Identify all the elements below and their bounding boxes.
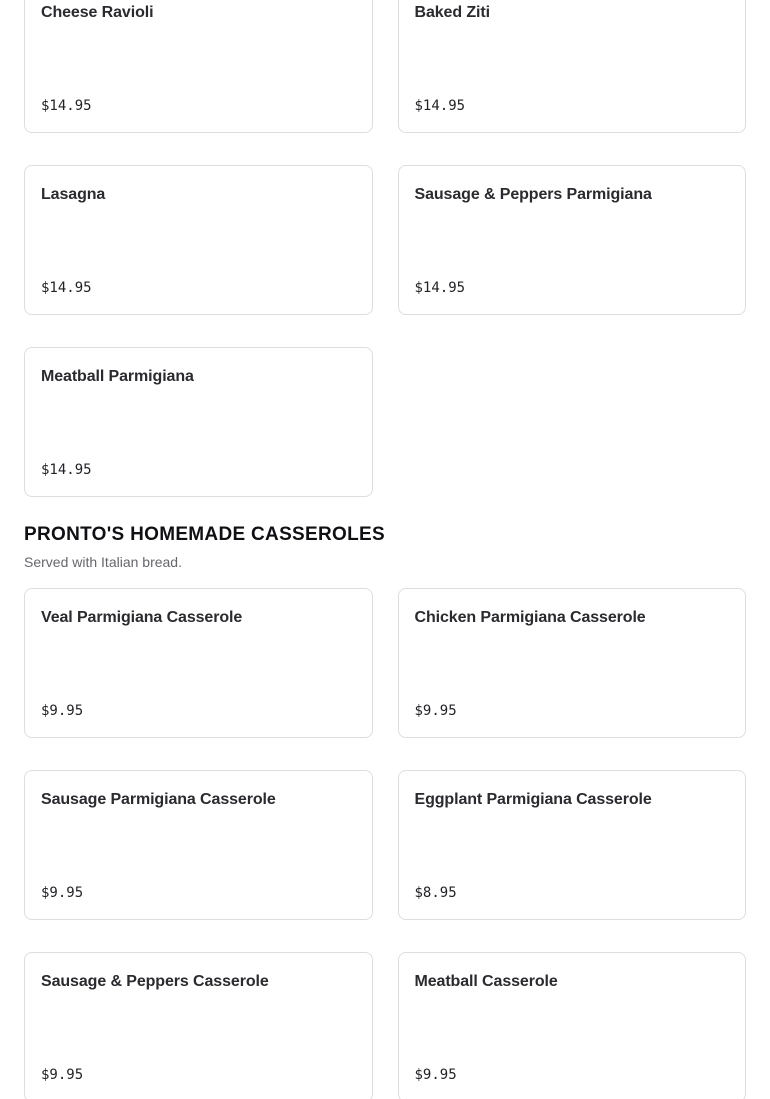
menu-item-name: Veal Parmigiana Casserole — [41, 609, 243, 626]
menu-item-name: Lasagna — [41, 186, 106, 203]
menu-item-price: $14.95 — [414, 98, 466, 114]
menu-item-card-veal-parmigiana-casserole[interactable] — [24, 588, 373, 738]
menu-item-name: Sausage & Peppers Casserole — [41, 973, 269, 990]
menu-item-price: $9.95 — [414, 703, 457, 719]
menu-item-card-cheese-ravioli[interactable] — [24, 0, 373, 133]
menu-item-price: $14.95 — [41, 462, 92, 478]
menu-item-price: $8.95 — [414, 885, 457, 901]
menu-grid-casseroles — [24, 588, 746, 1099]
menu-item-card-meatball-casserole[interactable] — [398, 952, 747, 1099]
menu-section-entrees — [24, 0, 746, 497]
menu-item-card-eggplant-parmigiana-casserole[interactable] — [398, 770, 747, 920]
menu-section-casseroles — [24, 524, 746, 1099]
menu-item-card-lasagna[interactable] — [24, 165, 373, 315]
menu-item-price: $9.95 — [414, 1067, 457, 1083]
menu-item-name: Chicken Parmigiana Casserole — [414, 609, 646, 626]
menu-item-card-baked-ziti[interactable] — [398, 0, 747, 133]
menu-item-name: Meatball Parmigiana — [41, 368, 194, 385]
menu-item-card-sausage-peppers-parmigiana[interactable] — [398, 165, 747, 315]
menu-grid-entrees — [24, 0, 746, 497]
menu-item-card-meatball-parmigiana[interactable] — [24, 347, 373, 497]
menu-item-card-chicken-parmigiana-casserole[interactable] — [398, 588, 747, 738]
menu-item-card-sausage-peppers-casserole[interactable] — [24, 952, 373, 1099]
menu-item-price: $14.95 — [41, 280, 92, 296]
menu-item-card-sausage-parmigiana-casserole[interactable] — [24, 770, 373, 920]
menu-item-name: Sausage & Peppers Parmigiana — [414, 186, 652, 203]
menu-item-price: $14.95 — [414, 280, 466, 296]
menu-item-name: Cheese Ravioli — [41, 4, 154, 21]
menu-item-name: Meatball Casserole — [414, 973, 558, 990]
menu-item-price: $9.95 — [41, 1067, 84, 1083]
menu-item-price: $9.95 — [41, 885, 84, 901]
menu-item-name: Baked Ziti — [414, 4, 490, 21]
menu-item-price: $9.95 — [41, 703, 84, 719]
menu-item-price: $14.95 — [41, 98, 92, 114]
menu-item-name: Sausage Parmigiana Casserole — [41, 791, 276, 808]
menu-item-name: Eggplant Parmigiana Casserole — [414, 791, 652, 808]
section-title: PRONTO'S HOMEMADE CASSEROLES — [24, 524, 385, 545]
section-subtitle: Served with Italian bread. — [24, 554, 182, 570]
